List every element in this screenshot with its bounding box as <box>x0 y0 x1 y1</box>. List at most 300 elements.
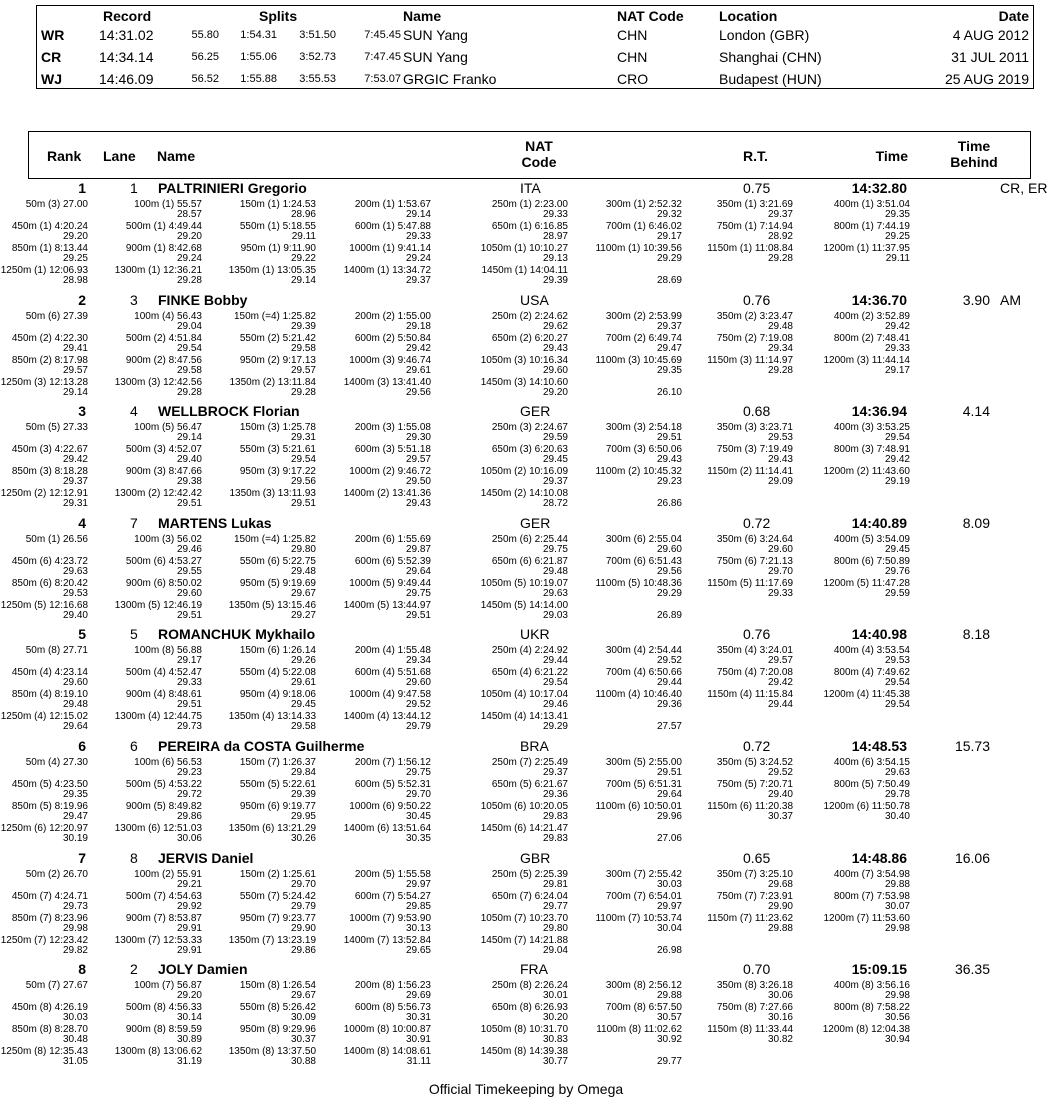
split-cell <box>70 423 202 443</box>
split-time: 1200m (4) 11:45.38 <box>823 689 910 700</box>
split-time: 1100m (7) 10:53.74 <box>595 913 682 924</box>
split-cell <box>778 914 910 934</box>
split-cell <box>436 914 568 934</box>
split-time: 1450m (5) 14:14.00 <box>480 600 568 611</box>
split-cell <box>661 557 793 577</box>
record-split-400: 7:45.45 <box>364 29 401 41</box>
split-time: 200m (3) 1:55.08 <box>354 422 431 433</box>
split-lap: 29.60 <box>405 677 431 688</box>
split-lap: 29.54 <box>542 677 568 688</box>
split-cell <box>299 579 431 599</box>
athlete-lane: 5 <box>130 626 138 642</box>
split-lap: 29.88 <box>767 923 793 934</box>
split-time: 1350m (8) 13:37.50 <box>228 1046 316 1057</box>
split-lap: 29.70 <box>767 566 793 577</box>
split-time: 1350m (6) 13:21.29 <box>228 823 316 834</box>
split-time: 300m (6) 2:55.04 <box>605 534 682 545</box>
split-row <box>0 423 1052 443</box>
athlete-time: 14:48.53 <box>851 738 907 754</box>
athlete-block <box>0 850 1052 962</box>
split-lap: 29.43 <box>656 454 682 465</box>
split-lap: 29.42 <box>767 677 793 688</box>
split-time: 400m (8) 3:56.16 <box>833 980 910 991</box>
split-time: 950m (5) 9:19.69 <box>239 578 316 589</box>
athlete-row <box>0 515 1052 533</box>
split-lap: 29.67 <box>290 588 316 599</box>
split-lap: 29.64 <box>405 566 431 577</box>
split-time: 300m (4) 2:54.44 <box>605 645 682 656</box>
split-lap: 28.92 <box>767 231 793 242</box>
split-cell <box>70 981 202 1001</box>
split-time: 50m (6) 27.39 <box>25 311 88 322</box>
split-time: 1050m (6) 10:20.05 <box>480 801 568 812</box>
split-cell <box>436 423 568 443</box>
split-time: 850m (1) 8:13.44 <box>11 243 88 254</box>
split-time: 950m (7) 9:23.77 <box>239 913 316 924</box>
split-lap: 29.48 <box>290 566 316 577</box>
split-cell <box>778 423 910 443</box>
split-lap: 30.83 <box>542 1034 568 1045</box>
athlete-behind: 15.73 <box>954 738 990 754</box>
split-cell <box>299 870 431 890</box>
split-lap: 29.25 <box>884 231 910 242</box>
split-cell <box>436 690 568 710</box>
split-cell <box>550 601 682 621</box>
split-time: 800m (1) 7:44.19 <box>833 221 910 232</box>
split-row <box>0 445 1052 465</box>
split-cell <box>436 668 568 688</box>
split-cell <box>778 981 910 1001</box>
split-time: 750m (3) 7:19.49 <box>716 444 793 455</box>
split-cell <box>661 356 793 376</box>
split-cell <box>184 200 316 220</box>
split-cell <box>299 489 431 509</box>
split-time: 950m (1) 9:11.90 <box>240 243 316 254</box>
split-lap: 29.60 <box>767 544 793 555</box>
split-lap: 29.47 <box>656 343 682 354</box>
split-lap: 29.30 <box>405 432 431 443</box>
split-time: 1150m (6) 11:20.38 <box>707 801 793 812</box>
split-lap: 29.37 <box>542 476 568 487</box>
split-time: 100m (5) 56.47 <box>134 422 202 433</box>
split-lap: 26.98 <box>656 945 682 956</box>
split-row <box>0 712 1052 732</box>
split-lap: 30.20 <box>542 1012 568 1023</box>
split-lap: 29.23 <box>176 767 202 778</box>
split-cell <box>436 601 568 621</box>
split-time: 850m (3) 8:18.28 <box>11 466 88 477</box>
split-time: 600m (6) 5:52.39 <box>354 556 431 567</box>
split-cell <box>661 1025 793 1045</box>
split-time: 900m (3) 8:47.66 <box>125 466 202 477</box>
rt-header: R.T. <box>743 148 768 164</box>
split-time: 1450m (4) 14:13.41 <box>480 711 568 722</box>
record-split-50: 56.52 <box>191 73 219 85</box>
split-cell <box>436 489 568 509</box>
split-lap: 29.82 <box>62 945 88 956</box>
split-cell <box>184 1047 316 1067</box>
split-lap: 29.59 <box>884 588 910 599</box>
athlete-rt: 0.76 <box>743 626 771 642</box>
split-lap: 30.13 <box>405 923 431 934</box>
split-row <box>0 378 1052 398</box>
split-time: 1000m (3) 9:46.74 <box>349 355 431 366</box>
split-lap: 29.51 <box>176 699 202 710</box>
split-lap: 29.80 <box>542 923 568 934</box>
split-cell <box>184 892 316 912</box>
split-cell <box>436 312 568 332</box>
split-lap: 29.42 <box>884 321 910 332</box>
athlete-behind: 36.35 <box>954 961 990 977</box>
split-time: 1100m (8) 11:02.62 <box>596 1024 682 1035</box>
split-lap: 29.17 <box>176 655 202 666</box>
split-lap: 29.41 <box>62 343 88 354</box>
split-cell <box>184 870 316 890</box>
split-lap: 29.38 <box>176 476 202 487</box>
split-time: 1000m (7) 9:53.90 <box>349 913 431 924</box>
split-time: 400m (3) 3:53.25 <box>833 422 910 433</box>
split-lap: 29.57 <box>405 454 431 465</box>
athlete-rt: 0.72 <box>743 515 771 531</box>
split-time: 550m (4) 5:22.08 <box>239 667 316 678</box>
split-lap: 29.85 <box>405 901 431 912</box>
split-cell <box>299 467 431 487</box>
split-lap: 29.14 <box>405 209 431 220</box>
split-lap: 29.39 <box>542 275 568 286</box>
athlete-rt: 0.68 <box>743 403 771 419</box>
split-lap: 29.31 <box>290 432 316 443</box>
split-cell <box>70 690 202 710</box>
split-cell <box>299 892 431 912</box>
split-lap: 27.57 <box>656 721 682 732</box>
code-header: Code <box>521 154 557 170</box>
split-lap: 29.48 <box>767 321 793 332</box>
athlete-nat: FRA <box>520 961 548 977</box>
record-row <box>37 27 1033 49</box>
split-time: 300m (2) 2:53.99 <box>605 311 682 322</box>
split-cell <box>778 312 910 332</box>
split-lap: 29.81 <box>542 879 568 890</box>
split-lap: 29.33 <box>767 588 793 599</box>
split-cell <box>299 802 431 822</box>
split-lap: 29.60 <box>542 365 568 376</box>
split-time: 1200m (1) 11:37.95 <box>823 243 910 254</box>
split-time: 800m (6) 7:50.89 <box>833 556 910 567</box>
split-cell <box>661 334 793 354</box>
split-cell <box>436 712 568 732</box>
split-cell <box>299 312 431 332</box>
split-time: 1150m (4) 11:15.84 <box>707 689 793 700</box>
split-row <box>0 646 1052 666</box>
split-cell <box>70 557 202 577</box>
record-type: WJ <box>41 71 62 87</box>
athlete-behind: 4.14 <box>962 403 990 419</box>
split-time: 400m (7) 3:54.98 <box>833 869 910 880</box>
record-split-100: 1:55.06 <box>240 51 277 63</box>
split-time: 1250m (5) 12:16.68 <box>0 600 88 611</box>
split-lap: 29.91 <box>176 945 202 956</box>
split-lap: 30.92 <box>656 1034 682 1045</box>
split-cell <box>778 244 910 264</box>
split-cell <box>436 780 568 800</box>
split-lap: 29.88 <box>656 990 682 1001</box>
split-lap: 29.43 <box>767 454 793 465</box>
split-time: 550m (5) 5:22.61 <box>239 779 316 790</box>
split-lap: 29.59 <box>542 432 568 443</box>
record-location: Shanghai (CHN) <box>719 49 822 65</box>
split-lap: 30.31 <box>405 1012 431 1023</box>
split-lap: 29.20 <box>542 387 568 398</box>
split-time: 1300m (7) 12:53.33 <box>114 935 202 946</box>
split-lap: 30.04 <box>656 923 682 934</box>
split-row <box>0 356 1052 376</box>
split-lap: 29.57 <box>62 365 88 376</box>
split-time: 1050m (1) 10:10.27 <box>480 243 568 254</box>
split-time: 100m (6) 56.53 <box>134 757 202 768</box>
split-lap: 29.57 <box>290 365 316 376</box>
split-cell <box>70 356 202 376</box>
split-time: 700m (3) 6:50.06 <box>605 444 682 455</box>
split-time: 150m (=4) 1:25.82 <box>234 534 316 545</box>
split-lap: 29.63 <box>542 588 568 599</box>
split-lap: 29.51 <box>405 610 431 621</box>
split-time: 50m (3) 27.00 <box>25 199 88 210</box>
athlete-block <box>0 292 1052 404</box>
split-time: 1050m (8) 10:31.70 <box>480 1024 568 1035</box>
split-lap: 30.19 <box>62 833 88 844</box>
athlete-rank: 6 <box>78 738 86 754</box>
split-cell <box>184 601 316 621</box>
split-cell <box>70 467 202 487</box>
split-lap: 29.95 <box>290 811 316 822</box>
split-lap: 29.40 <box>176 454 202 465</box>
split-cell <box>661 222 793 242</box>
athlete-lane: 7 <box>130 515 138 531</box>
athlete-row <box>0 961 1052 979</box>
athlete-row <box>0 403 1052 421</box>
split-lap: 29.97 <box>656 901 682 912</box>
split-lap: 29.80 <box>290 544 316 555</box>
split-time: 1200m (2) 11:43.60 <box>823 466 910 477</box>
split-cell <box>778 690 910 710</box>
split-row <box>0 668 1052 688</box>
split-cell <box>778 535 910 555</box>
split-lap: 29.64 <box>656 789 682 800</box>
split-time: 1250m (8) 12:35.43 <box>0 1046 88 1057</box>
split-row <box>0 690 1052 710</box>
split-lap: 30.56 <box>884 1012 910 1023</box>
split-cell <box>778 445 910 465</box>
split-lap: 29.63 <box>884 767 910 778</box>
split-time: 400m (4) 3:53.54 <box>833 645 910 656</box>
split-lap: 30.14 <box>176 1012 202 1023</box>
split-time: 450m (1) 4:20.24 <box>11 221 88 232</box>
split-cell <box>184 356 316 376</box>
split-lap: 29.33 <box>176 677 202 688</box>
split-cell <box>436 222 568 242</box>
record-split-50: 56.25 <box>191 51 219 63</box>
split-time: 50m (1) 26.56 <box>25 534 88 545</box>
split-lap: 30.82 <box>767 1034 793 1045</box>
split-lap: 29.52 <box>656 655 682 666</box>
split-lap: 29.76 <box>884 566 910 577</box>
split-time: 350m (6) 3:24.64 <box>716 534 793 545</box>
split-lap: 29.86 <box>176 811 202 822</box>
split-time: 1350m (2) 13:11.84 <box>229 377 316 388</box>
split-time: 550m (7) 5:24.42 <box>239 891 316 902</box>
split-lap: 29.64 <box>62 721 88 732</box>
split-lap: 30.40 <box>884 811 910 822</box>
split-cell <box>436 892 568 912</box>
split-cell <box>70 244 202 264</box>
split-time: 500m (2) 4:51.84 <box>125 333 202 344</box>
split-time: 950m (3) 9:17.22 <box>239 466 316 477</box>
split-time: 1050m (4) 10:17.04 <box>480 689 568 700</box>
record-name: GRGIC Franko <box>403 71 497 87</box>
split-cell <box>299 780 431 800</box>
split-cell <box>436 244 568 264</box>
split-time: 1000m (2) 9:46.72 <box>349 466 431 477</box>
split-lap: 29.90 <box>290 923 316 934</box>
split-time: 1050m (3) 10:16.34 <box>480 355 568 366</box>
split-lap: 29.14 <box>176 432 202 443</box>
record-split-100: 1:55.88 <box>240 73 277 85</box>
split-lap: 29.53 <box>767 432 793 443</box>
split-time: 650m (4) 6:21.22 <box>491 667 568 678</box>
split-cell <box>70 1047 202 1067</box>
split-lap: 29.35 <box>884 209 910 220</box>
split-row <box>0 892 1052 912</box>
split-time: 1250m (7) 12:23.42 <box>0 935 88 946</box>
split-lap: 30.57 <box>656 1012 682 1023</box>
record-time: 14:46.09 <box>99 71 154 87</box>
split-lap: 29.21 <box>176 879 202 890</box>
athlete-time: 15:09.15 <box>851 961 907 977</box>
split-cell <box>299 334 431 354</box>
split-time: 1250m (6) 12:20.97 <box>0 823 88 834</box>
nat-header: NAT <box>525 138 553 154</box>
split-cell <box>299 222 431 242</box>
split-time: 900m (2) 8:47.56 <box>125 355 202 366</box>
split-time: 1450m (7) 14:21.88 <box>480 935 568 946</box>
split-lap: 29.19 <box>884 476 910 487</box>
split-cell <box>778 758 910 778</box>
split-time: 100m (7) 56.87 <box>134 980 202 991</box>
split-lap: 30.03 <box>656 879 682 890</box>
record-nat: CHN <box>617 27 648 43</box>
split-time: 850m (8) 8:28.70 <box>11 1024 88 1035</box>
record-row <box>37 49 1033 71</box>
split-row <box>0 981 1052 1001</box>
split-cell <box>661 423 793 443</box>
split-time: 50m (2) 26.70 <box>25 869 88 880</box>
split-time: 1300m (6) 12:51.03 <box>114 823 202 834</box>
split-cell <box>70 222 202 242</box>
split-lap: 29.14 <box>62 387 88 398</box>
time-header: Time <box>875 148 908 164</box>
record-date: 4 AUG 2012 <box>952 27 1029 43</box>
split-time: 650m (6) 6:21.87 <box>491 556 568 567</box>
record-nat: CRO <box>617 71 649 87</box>
split-cell <box>184 824 316 844</box>
split-time: 900m (5) 8:49.82 <box>125 801 202 812</box>
split-lap: 29.20 <box>62 231 88 242</box>
split-cell <box>436 870 568 890</box>
split-lap: 30.91 <box>405 1034 431 1045</box>
split-lap: 29.54 <box>290 454 316 465</box>
split-cell <box>550 936 682 956</box>
split-cell <box>299 266 431 286</box>
split-cell <box>184 467 316 487</box>
record-row <box>37 71 1033 93</box>
athlete-name: PALTRINIERI Gregorio <box>158 180 307 196</box>
split-time: 700m (8) 6:57.50 <box>605 1002 682 1013</box>
split-time: 1150m (5) 11:17.69 <box>707 578 793 589</box>
athlete-time: 14:32.80 <box>851 180 907 196</box>
record-split-50: 55.80 <box>191 29 219 41</box>
split-cell <box>436 936 568 956</box>
split-lap: 29.29 <box>656 588 682 599</box>
record-split-400: 7:47.45 <box>364 51 401 63</box>
split-lap: 26.10 <box>656 387 682 398</box>
split-cell <box>778 870 910 890</box>
split-lap: 29.44 <box>767 699 793 710</box>
split-lap: 29.97 <box>405 879 431 890</box>
split-lap: 29.32 <box>656 209 682 220</box>
split-row <box>0 936 1052 956</box>
split-time: 850m (7) 8:23.96 <box>11 913 88 924</box>
split-lap: 29.69 <box>405 990 431 1001</box>
split-time: 700m (5) 6:51.31 <box>605 779 682 790</box>
split-lap: 29.43 <box>405 498 431 509</box>
athlete-lane: 4 <box>130 403 138 419</box>
split-time: 1400m (2) 13:41.36 <box>343 488 431 499</box>
athlete-lane: 6 <box>130 738 138 754</box>
split-time: 1000m (4) 9:47.58 <box>349 689 431 700</box>
split-row <box>0 557 1052 577</box>
split-time: 500m (4) 4:52.47 <box>125 667 202 678</box>
split-time: 150m (8) 1:26.54 <box>239 980 316 991</box>
split-cell <box>70 535 202 555</box>
split-cell <box>184 423 316 443</box>
split-time: 550m (6) 5:22.75 <box>239 556 316 567</box>
split-cell <box>550 489 682 509</box>
split-cell <box>70 758 202 778</box>
split-lap: 29.87 <box>405 544 431 555</box>
split-lap: 29.17 <box>656 231 682 242</box>
split-lap: 31.05 <box>62 1056 88 1067</box>
athlete-block <box>0 180 1052 292</box>
record-name: SUN Yang <box>403 49 468 65</box>
split-cell <box>299 244 431 264</box>
split-cell <box>299 668 431 688</box>
split-lap: 29.57 <box>767 655 793 666</box>
split-lap: 29.33 <box>884 343 910 354</box>
split-time: 600m (4) 5:51.68 <box>354 667 431 678</box>
split-time: 250m (1) 2:23.00 <box>491 199 568 210</box>
split-time: 1200m (5) 11:47.28 <box>823 578 910 589</box>
split-row <box>0 467 1052 487</box>
split-time: 1400m (8) 14:08.61 <box>343 1046 431 1057</box>
split-lap: 30.26 <box>290 833 316 844</box>
record-type: WR <box>41 27 65 43</box>
split-lap: 29.40 <box>767 789 793 800</box>
split-cell <box>778 1003 910 1023</box>
split-lap: 29.70 <box>290 879 316 890</box>
split-lap: 29.33 <box>542 209 568 220</box>
split-time: 50m (7) 27.67 <box>25 980 88 991</box>
split-lap: 29.54 <box>176 343 202 354</box>
